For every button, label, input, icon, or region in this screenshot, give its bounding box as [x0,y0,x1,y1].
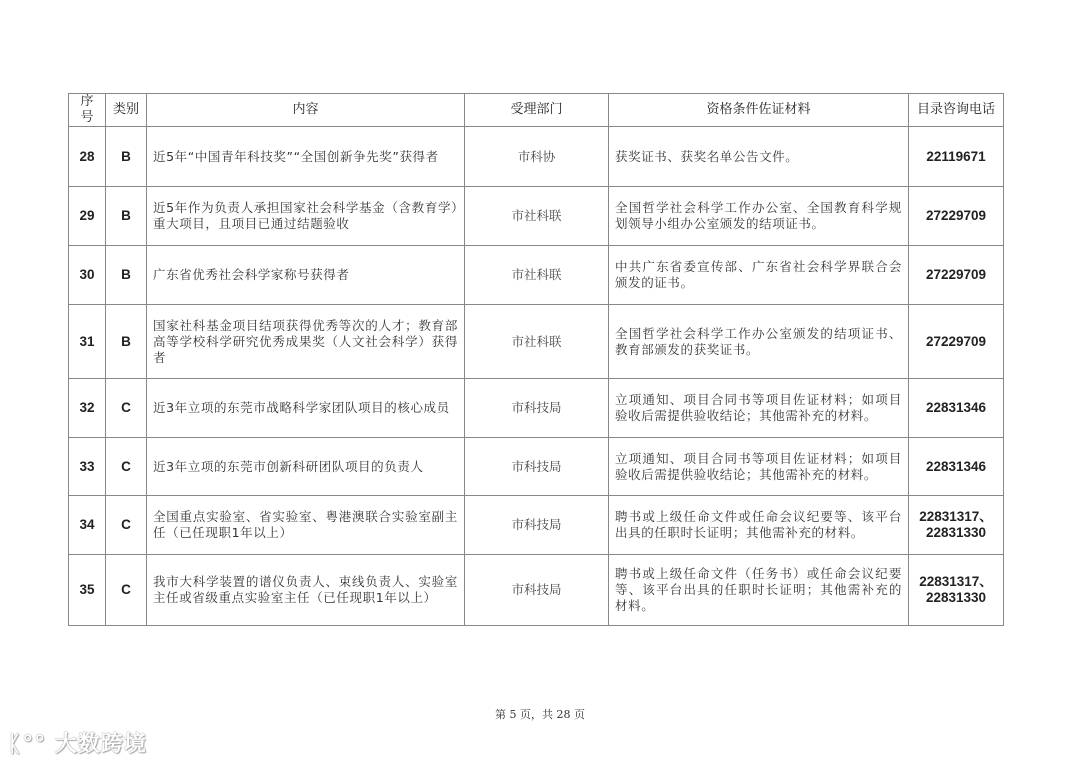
row-materials: 全国哲学社会科学工作办公室颁发的结项证书、教育部颁发的获奖证书。 [609,305,909,379]
row-category: B [106,187,147,246]
row-department: 市社科联 [465,187,609,246]
row-materials: 立项通知、项目合同书等项目佐证材料；如项目验收后需提供验收结论；其他需补充的材料。 [609,438,909,496]
header-materials: 资格条件佐证材料 [609,94,909,127]
row-content: 近5年作为负责人承担国家社会科学基金（含教育学）重大项目，且项目已通过结题验收 [147,187,465,246]
table-row [69,438,1004,496]
row-department: 市科技局 [465,496,609,555]
row-number: 34 [69,496,106,555]
row-phone: 22119671 [909,127,1004,187]
row-materials: 聘书或上级任命文件或任命会议纪要等、该平台出具的任职时长证明；其他需补充的材料。 [609,496,909,555]
row-materials: 聘书或上级任命文件（任务书）或任命会议纪要等、该平台出具的任职时长证明；其他需补充的材料。 [609,555,909,626]
table-row [69,305,1004,379]
row-phone: 22831317、22831330 [909,496,1004,555]
row-content: 近5年“中国青年科技奖”“全国创新争先奖”获得者 [147,127,465,187]
table-header-row [69,94,1004,127]
qualification-table [68,93,1004,626]
row-category: B [106,305,147,379]
row-number: 32 [69,379,106,438]
row-department: 市社科联 [465,246,609,305]
page-number: 第 5 页，共 28 页 [495,708,585,721]
row-content: 我市大科学装置的谱仪负责人、束线负责人、实验室主任或省级重点实验室主任（已任现职1年以上） [147,555,465,626]
table-row [69,127,1004,187]
row-number: 31 [69,305,106,379]
row-content: 广东省优秀社会科学家称号获得者 [147,246,465,305]
header-no: 序号 [69,94,106,127]
row-department: 市社科联 [465,305,609,379]
table-row [69,379,1004,438]
row-phone: 27229709 [909,187,1004,246]
row-department: 市科技局 [465,379,609,438]
row-department: 市科技局 [465,438,609,496]
row-phone: 22831346 [909,379,1004,438]
row-category: C [106,438,147,496]
row-content: 全国重点实验室、省实验室、粤港澳联合实验室副主任（已任现职1年以上） [147,496,465,555]
row-category: B [106,127,147,187]
table-row [69,496,1004,555]
header-department: 受理部门 [465,94,609,127]
row-number: 33 [69,438,106,496]
table-row [69,555,1004,626]
row-number: 35 [69,555,106,626]
row-materials: 中共广东省委宣传部、广东省社会科学界联合会颁发的证书。 [609,246,909,305]
row-number: 30 [69,246,106,305]
row-materials: 全国哲学社会科学工作办公室、全国教育科学规划领导小组办公室颁发的结项证书。 [609,187,909,246]
row-materials: 立项通知、项目合同书等项目佐证材料；如项目验收后需提供验收结论；其他需补充的材料。 [609,379,909,438]
row-content: 国家社科基金项目结项获得优秀等次的人才；教育部高等学校科学研究优秀成果奖（人文社会科学）获得者 [147,305,465,379]
row-materials: 获奖证书、获奖名单公告文件。 [609,127,909,187]
header-content: 内容 [147,94,465,127]
row-category: C [106,379,147,438]
header-phone: 目录咨询电话 [909,94,1004,127]
row-content: 近3年立项的东莞市创新科研团队项目的负责人 [147,438,465,496]
table-row [69,246,1004,305]
table-row [69,187,1004,246]
row-content: 近3年立项的东莞市战略科学家团队项目的核心成员 [147,379,465,438]
row-phone: 27229709 [909,246,1004,305]
row-department: 市科协 [465,127,609,187]
row-category: C [106,555,147,626]
row-category: B [106,246,147,305]
row-phone: 22831317、22831330 [909,555,1004,626]
header-category: 类别 [106,94,147,127]
row-category: C [106,496,147,555]
row-phone: 27229709 [909,305,1004,379]
row-number: 29 [69,187,106,246]
row-department: 市科技局 [465,555,609,626]
watermark-logo: ᛕ°° 大数跨境 [8,732,147,757]
row-phone: 22831346 [909,438,1004,496]
row-number: 28 [69,127,106,187]
